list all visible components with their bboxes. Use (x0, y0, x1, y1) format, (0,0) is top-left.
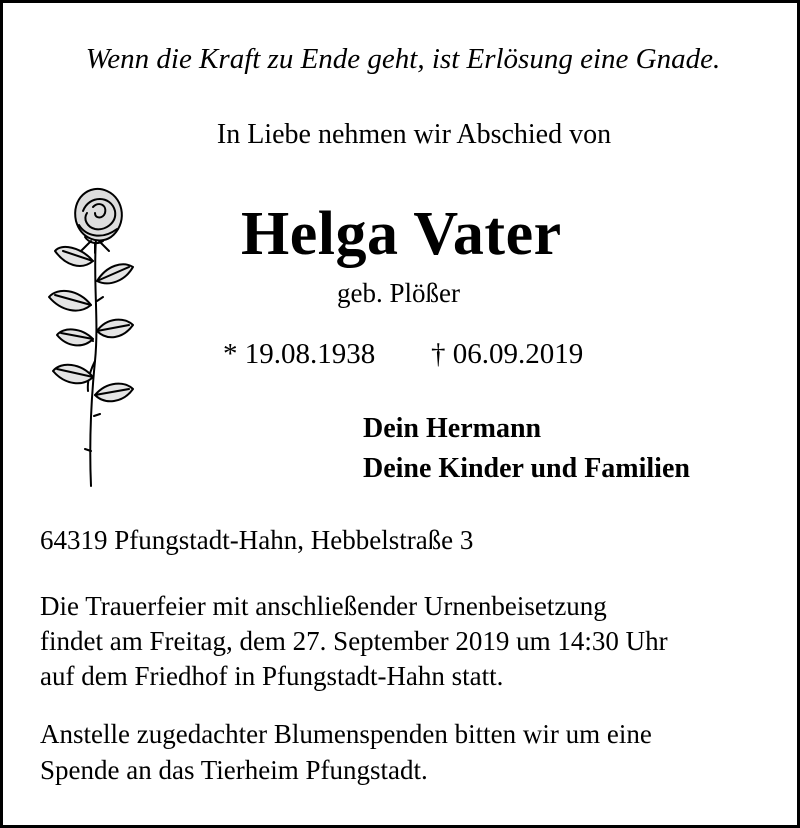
donation-text-line: Spende an das Tierheim Pfungstadt. (40, 755, 428, 785)
funeral-text-line: auf dem Friedhof in Pfungstadt-Hahn statt. (40, 661, 504, 691)
mourner-line: Deine Kinder und Familien (363, 453, 690, 484)
motto: Wenn die Kraft zu Ende geht, ist Erlösung eine Gnade. (85, 43, 721, 75)
address: 64319 Pfungstadt-Hahn, Hebbelstraße 3 (40, 525, 474, 555)
death-date: † 06.09.2019 (431, 338, 584, 370)
intro-text: In Liebe nehmen wir Abschied von (216, 119, 612, 150)
birth-name: geb. Plößer (337, 278, 460, 308)
funeral-text-line: findet am Freitag, dem 27. September 2019 um 14:30 Uhr (40, 626, 668, 656)
donation-text-line: Anstelle zugedachter Blumenspenden bitten wir um eine (40, 719, 652, 749)
funeral-text-line: Die Trauerfeier mit anschließender Urnenbeisetzung (40, 591, 607, 621)
deceased-name: Helga Vater (241, 200, 562, 268)
mourner-line: Dein Hermann (363, 413, 542, 444)
birth-date: * 19.08.1938 (223, 338, 376, 370)
rose-icon (41, 181, 141, 493)
